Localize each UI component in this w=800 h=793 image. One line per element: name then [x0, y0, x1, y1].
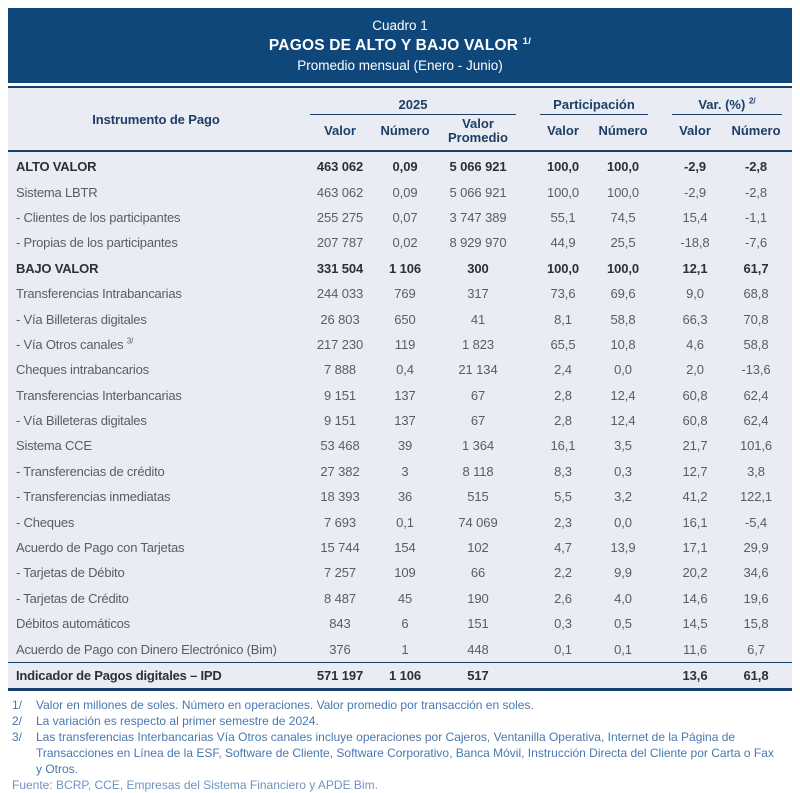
cell-value: 100,0 [606, 184, 640, 200]
column-group-participacion-label: Participación [553, 97, 635, 112]
cell-value: 207 787 [316, 235, 364, 251]
table-row [8, 179, 792, 204]
table-row [8, 357, 792, 382]
cell-value: 7 257 [323, 565, 357, 581]
cell-value: 19,6 [743, 590, 769, 606]
cell-value: 1 106 [388, 260, 422, 276]
cell-value: 0,3 [614, 463, 632, 479]
cell-value: 62,4 [743, 387, 769, 403]
cell-value: 463 062 [316, 184, 364, 200]
cell-value: 2,6 [554, 590, 572, 606]
cell-value: 0,09 [392, 159, 418, 175]
cell-value: 17,1 [682, 540, 708, 556]
table-row [8, 433, 792, 458]
cell-value: 843 [329, 616, 351, 632]
cell-value: 2,0 [686, 362, 704, 378]
cell-value: 58,8 [743, 336, 769, 352]
table-row [8, 459, 792, 484]
cell-value: 70,8 [743, 311, 769, 327]
cell-value: 60,8 [682, 413, 708, 429]
cell-value: 12,7 [682, 463, 708, 479]
cell-value: 26 803 [320, 311, 360, 327]
cell-value: 0,4 [396, 362, 414, 378]
row-label [8, 565, 304, 580]
cell-value: 11,6 [683, 641, 707, 657]
cell-value: 5,5 [554, 489, 572, 505]
cell-value: 3,5 [614, 438, 632, 454]
column-header-valor-var: Valor [679, 122, 711, 138]
row-label [8, 388, 304, 403]
cell-value: 13,9 [610, 540, 636, 556]
cell-value: -5,4 [744, 514, 767, 530]
cell-value: 29,9 [743, 540, 769, 556]
row-label-text: - Propias de los participantes [16, 235, 178, 251]
cell-value: 331 504 [316, 260, 364, 276]
cell-value: 1 823 [461, 336, 495, 352]
row-label [8, 337, 304, 352]
cell-value: 44,9 [550, 235, 576, 251]
cell-value: 122,1 [739, 489, 773, 505]
cell-value: 15,4 [682, 209, 708, 225]
cell-value: 15,8 [743, 616, 769, 632]
cell-value: 515 [467, 489, 489, 505]
row-label-text: Débitos automáticos [16, 616, 130, 632]
cell-value: 62,4 [743, 413, 769, 429]
cell-value: 2,3 [554, 514, 572, 530]
row-label-text: - Vía Otros canales [16, 336, 124, 352]
cell-value: 376 [329, 641, 351, 657]
row-label [8, 438, 304, 453]
cell-value: 5 066 921 [449, 159, 507, 175]
cell-value: 73,6 [550, 286, 576, 302]
row-label-text: - Cheques [16, 514, 75, 530]
column-header-valor-2025: Valor [324, 122, 356, 138]
footnote-text: La variación es respecto al primer semestre de 2024. [36, 714, 319, 729]
cell-value: 9 151 [323, 387, 357, 403]
row-label [8, 540, 304, 555]
footnote [12, 713, 782, 729]
cell-value: 12,1 [682, 260, 708, 276]
cell-value: 58,8 [610, 311, 636, 327]
column-group-participacion [540, 90, 648, 115]
row-label [8, 591, 304, 606]
cell-value: -1,1 [744, 209, 767, 225]
cell-value: 2,4 [554, 362, 572, 378]
cell-value: 8,1 [554, 311, 572, 327]
cell-value: 27 382 [320, 463, 360, 479]
column-group-var-label: Var. (%) [698, 97, 746, 112]
row-label [8, 362, 304, 377]
row-label [8, 668, 304, 683]
cell-value: 39 [397, 438, 413, 454]
footnote-list [12, 697, 782, 777]
row-label-text: ALTO VALOR [16, 159, 97, 175]
cell-value: 300 [467, 260, 489, 276]
footnote-ref-2: 2/ [748, 96, 756, 106]
cell-value: 66 [470, 565, 486, 581]
cell-value: 9 151 [323, 413, 357, 429]
cell-value: 4,0 [614, 590, 632, 606]
cell-value: 21,7 [682, 438, 708, 454]
cell-value: 65,5 [550, 336, 576, 352]
table-header [8, 86, 792, 152]
cell-value: 3 [401, 463, 409, 479]
row-label [8, 312, 304, 327]
cell-value: 100,0 [546, 184, 580, 200]
cell-value: 7 888 [323, 362, 357, 378]
cell-value: 0,3 [554, 616, 572, 632]
cell-value: 119 [394, 336, 416, 352]
cell-value: 10,8 [610, 336, 636, 352]
cell-value: 3 747 389 [449, 209, 507, 225]
cell-value: 4,7 [554, 540, 572, 556]
footnote-text: Las transferencias Interbancarias Vía Otros canales incluye operaciones por Cajeros, Ventanilla Operativa, Internet de la Página de Transacciones en Línea de la ESF, Software de Cliente, Software Corporativo, Banca Móvil, Instrucción Directa del Cliente por Carta o Fax y Otros. [36, 730, 774, 777]
cell-value: 74,5 [610, 209, 636, 225]
cell-value: 12,4 [610, 413, 636, 429]
row-label-text: Acuerdo de Pago con Dinero Electrónico (Bim) [16, 641, 277, 657]
column-group-var [672, 90, 782, 115]
cell-value: -2,9 [683, 184, 706, 200]
cell-value: 255 275 [316, 209, 364, 225]
cell-value: 463 062 [316, 159, 364, 175]
table-row [8, 560, 792, 585]
row-label-text: BAJO VALOR [16, 260, 99, 276]
cell-value: 217 230 [316, 336, 364, 352]
row-label [8, 464, 304, 479]
row-label [8, 642, 304, 657]
cell-value: 151 [467, 616, 489, 632]
table-number: Cuadro 1 [372, 18, 428, 33]
cell-value: 102 [467, 540, 489, 556]
cell-value: 5 066 921 [449, 184, 507, 200]
cell-value: 2,8 [554, 413, 572, 429]
cell-value: 769 [394, 286, 416, 302]
column-group-2025-label: 2025 [398, 97, 428, 112]
footnote-marker: 1/ [12, 698, 23, 713]
row-label [8, 235, 304, 250]
cell-value: 650 [394, 311, 416, 327]
cell-value: 66,3 [682, 311, 708, 327]
table-title-banner [8, 8, 792, 83]
cell-value: 2,8 [554, 387, 572, 403]
footnotes-section [8, 691, 792, 793]
row-header-title: Instrumento de Pago [92, 111, 220, 127]
row-label-text: Sistema LBTR [16, 184, 98, 200]
cell-value: 0,0 [614, 514, 632, 530]
footnote-ref-3: 3/ [126, 336, 134, 346]
cell-value: 25,5 [610, 235, 636, 251]
source-text: Fuente: BCRP, CCE, Empresas del Sistema Financiero y APDE Bim. [12, 778, 378, 793]
table-row [8, 662, 792, 688]
cell-value: 101,6 [739, 438, 773, 454]
cell-value: -2,9 [683, 159, 706, 175]
cell-value: 4,6 [686, 336, 704, 352]
cell-value: 8 118 [462, 463, 494, 479]
cell-value: -18,8 [680, 235, 710, 251]
row-label [8, 515, 304, 530]
row-label-text: - Tarjetas de Crédito [16, 590, 129, 606]
table-row [8, 383, 792, 408]
cell-value: 0,1 [614, 641, 632, 657]
cell-value: 55,1 [550, 209, 576, 225]
table-row [8, 154, 792, 179]
cell-value: 69,6 [610, 286, 636, 302]
cell-value: 0,1 [396, 514, 414, 530]
row-label-text: - Transferencias de crédito [16, 463, 165, 479]
cell-value: 1 364 [461, 438, 495, 454]
row-label-text: - Vía Billeteras digitales [16, 311, 147, 327]
cell-value: 6 [401, 616, 409, 632]
cell-value: 13,6 [682, 668, 708, 683]
row-label-text: Cheques intrabancarios [16, 362, 149, 378]
row-label [8, 261, 304, 276]
footnote [12, 697, 782, 713]
cell-value: 244 033 [316, 286, 364, 302]
cell-value: -13,6 [741, 362, 771, 378]
cell-value: 0,0 [614, 362, 632, 378]
table-row [8, 509, 792, 534]
cell-value: 74 069 [458, 514, 498, 530]
footnote [12, 729, 782, 777]
table-title-text: PAGOS DE ALTO Y BAJO VALOR [268, 37, 519, 54]
table-title [8, 35, 792, 56]
cell-value: 154 [394, 540, 416, 556]
cell-value: 0,02 [392, 235, 418, 251]
cell-value: 45 [397, 590, 413, 606]
cell-value: 9,0 [686, 286, 704, 302]
source-line [12, 777, 782, 793]
table-row [8, 230, 792, 255]
column-header-valor-participacion: Valor [547, 122, 579, 138]
cell-value: 9,9 [614, 565, 632, 581]
table-row [8, 484, 792, 509]
cell-value: 109 [394, 565, 416, 581]
cell-value: 1 106 [388, 668, 422, 683]
cell-value: 0,09 [392, 184, 418, 200]
row-label [8, 286, 304, 301]
cell-value: 34,6 [743, 565, 769, 581]
cell-value: 61,8 [743, 668, 769, 683]
column-group-2025 [310, 90, 516, 115]
column-header-numero-participacion: Número [598, 122, 648, 138]
cell-value: 317 [467, 286, 489, 302]
row-label [8, 616, 304, 631]
cell-value: 16,1 [682, 514, 708, 530]
cell-value: 53 468 [320, 438, 360, 454]
cell-value: 571 197 [316, 668, 364, 683]
row-label [8, 413, 304, 428]
cell-value: 6,7 [747, 641, 765, 657]
cell-value: 60,8 [682, 387, 708, 403]
table-row [8, 586, 792, 611]
cell-value: 67 [470, 413, 486, 429]
cell-value: 100,0 [606, 159, 640, 175]
cell-value: 3,8 [747, 463, 765, 479]
cell-value: 20,2 [682, 565, 708, 581]
cell-value: 16,1 [550, 438, 576, 454]
column-header-valor-promedio: Valor Promedio [448, 115, 508, 145]
row-label [8, 159, 304, 174]
cell-value: 0,5 [614, 616, 632, 632]
table-row [8, 306, 792, 331]
data-table [8, 86, 792, 691]
cell-value: -7,6 [744, 235, 767, 251]
cell-value: 0,07 [392, 209, 418, 225]
footnote-ref-1: 1/ [522, 35, 532, 47]
row-label-text: Transferencias Interbancarias [16, 387, 182, 403]
cell-value: 8 487 [323, 590, 357, 606]
cell-value: 1 [401, 641, 409, 657]
table-row [8, 205, 792, 230]
table-row [8, 332, 792, 357]
cell-value: -2,8 [744, 159, 767, 175]
row-label-text: - Transferencias inmediatas [16, 489, 171, 505]
cell-value: 448 [467, 641, 489, 657]
cell-value: 190 [467, 590, 489, 606]
cell-value: 2,2 [554, 565, 572, 581]
row-label-text: Sistema CCE [16, 438, 92, 454]
cell-value: 517 [467, 668, 489, 683]
cell-value: 68,8 [743, 286, 769, 302]
cell-value: 137 [394, 413, 416, 429]
footnote-marker: 3/ [12, 730, 23, 745]
cell-value: 8,3 [554, 463, 572, 479]
row-label-text: Acuerdo de Pago con Tarjetas [16, 540, 185, 556]
cell-value: 12,4 [610, 387, 636, 403]
cell-value: 0,1 [554, 641, 572, 657]
row-label [8, 210, 304, 225]
cell-value: 14,6 [682, 590, 708, 606]
row-label [8, 489, 304, 504]
table-row [8, 281, 792, 306]
cell-value: 61,7 [743, 260, 769, 276]
cell-value: 41,2 [682, 489, 708, 505]
column-header-numero-var: Número [731, 122, 781, 138]
cell-value: 36 [397, 489, 413, 505]
cell-value: 21 134 [458, 362, 498, 378]
cell-value: 137 [394, 387, 416, 403]
cell-value: 18 393 [320, 489, 360, 505]
cell-value: 67 [470, 387, 486, 403]
table-subtitle: Promedio mensual (Enero - Junio) [297, 58, 503, 73]
cell-value: 15 744 [320, 540, 360, 556]
cell-value: 3,2 [614, 489, 632, 505]
cell-value: 100,0 [606, 260, 640, 276]
table-body [8, 152, 792, 688]
cell-value: 14,5 [682, 616, 708, 632]
footnote-marker: 2/ [12, 714, 23, 729]
row-label-text: - Tarjetas de Débito [16, 565, 125, 581]
table-row [8, 611, 792, 636]
cell-value: -2,8 [744, 184, 767, 200]
row-label-text: - Clientes de los participantes [16, 209, 181, 225]
table-row [8, 535, 792, 560]
table-row [8, 636, 792, 661]
row-label [8, 185, 304, 200]
footnote-text: Valor en millones de soles. Número en operaciones. Valor promedio por transacción en soles. [36, 698, 534, 713]
cell-value: 100,0 [546, 260, 580, 276]
cell-value: 7 693 [323, 514, 357, 530]
row-label-text: Indicador de Pagos digitales – IPD [16, 668, 222, 683]
row-label-text: - Vía Billeteras digitales [16, 413, 147, 429]
cell-value: 100,0 [546, 159, 580, 175]
cell-value: 41 [470, 311, 486, 327]
cell-value: 8 929 970 [449, 235, 507, 251]
column-header-numero-2025: Número [380, 122, 430, 138]
row-label-text: Transferencias Intrabancarias [16, 286, 182, 302]
table-row [8, 408, 792, 433]
table-row [8, 256, 792, 281]
